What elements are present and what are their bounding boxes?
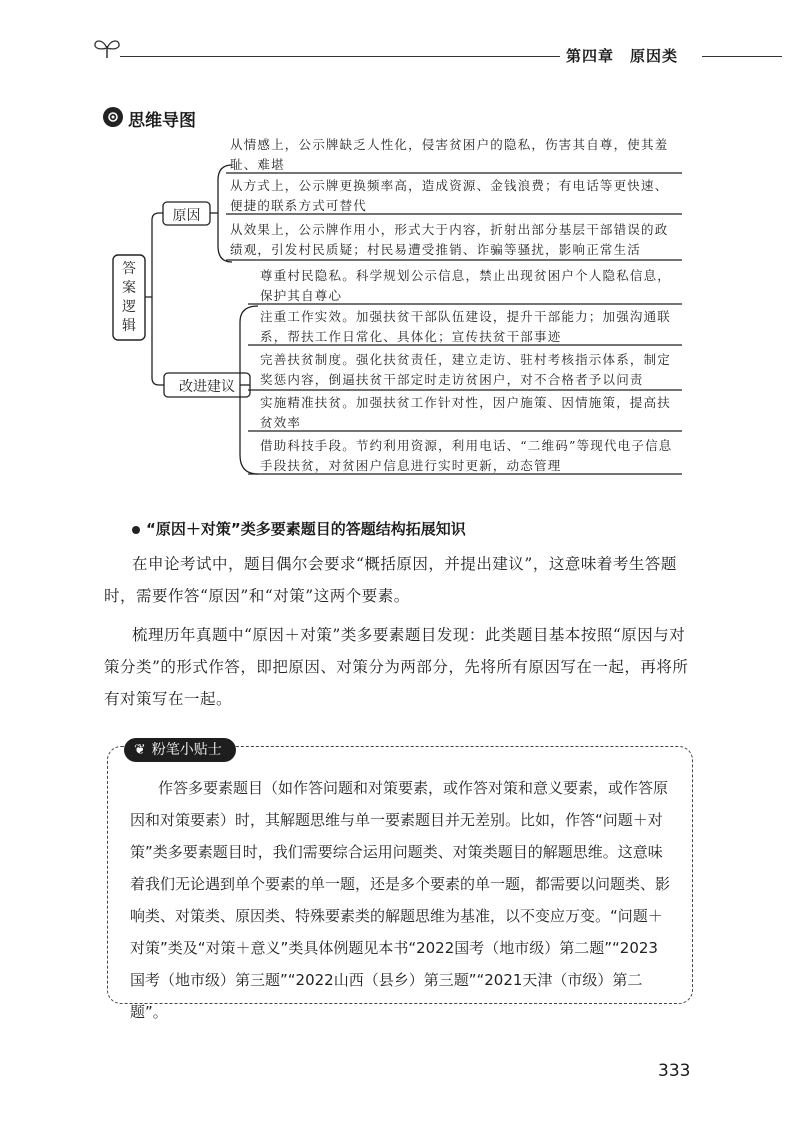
bullet-icon bbox=[132, 526, 140, 534]
sprout-logo-icon bbox=[92, 36, 122, 60]
sprout-icon: ❦ bbox=[134, 742, 146, 758]
tip-label-text: 粉笔小贴士 bbox=[151, 742, 222, 758]
cause-item: 从效果上，公示牌作用小，形式大于内容，折射出部分基层干部错误的政绩观，引发村民质疑；村民易遭受推销、诈骗等骚扰，影响正常生活 bbox=[230, 222, 669, 257]
tip-label bbox=[124, 738, 236, 762]
cause-item: 从情感上，公示牌缺乏人性化，侵害贫困户的隐私，伤害其自尊，使其羞耻、难堪 bbox=[230, 137, 669, 172]
chapter-title: 第四章 原因类 bbox=[566, 47, 679, 65]
suggestion-item: 尊重村民隐私。科学规划公示信息，禁止出现贫困户个人隐私信息，保护其自尊心 bbox=[260, 268, 672, 303]
mindmap-icon bbox=[103, 107, 123, 127]
suggestion-item: 实施精准扶贫。加强扶贫工作针对性，因户施策、因情施策，提高扶贫效率 bbox=[260, 395, 672, 430]
page-number: 333 bbox=[658, 1061, 691, 1081]
suggestion-item: 注重工作实效。加强扶贫干部队伍建设，提升干部能力；加强沟通联系，帮扶工作日常化、具体化；宣传扶贫干部事迹 bbox=[260, 309, 672, 344]
knowledge-heading-text: “原因＋对策”类多要素题目的答题结构拓展知识 bbox=[146, 520, 466, 538]
suggestion-item: 完善扶贫制度。强化扶贫责任，建立走访、驻村考核指示体系，制定奖惩内容，倒逼扶贫干部定时走访贫困户，对不合格者予以问责 bbox=[260, 352, 672, 387]
mindmap-root: 答案逻辑 bbox=[122, 261, 136, 334]
cause-item: 从方式上，公示牌更换频率高，造成资源、金钱浪费；有电话等更快速、便捷的联系方式可替代 bbox=[230, 178, 669, 213]
knowledge-heading bbox=[132, 518, 466, 539]
branch-label-causes: 原因 bbox=[172, 208, 201, 224]
tip-text: 作答多要素题目（如作答问题和对策要素，或作答对策和意义要素，或作答原因和对策要素）时，其解题思维与单一要素题目并无差别。比如，作答“问题＋对策”类多要素题目时，我们需要综合运用问题类、对策类题目的解题思维。这意味着我们无论遇到单个要素的单一题，还是多个要素的单一题，都需要以问题类、影响类、对策类、原因类、特殊要素类的解题思维为基准，以不变应万变。“问题＋对策”类及“对策＋意义”类具体例题见本书“2022国考（地市级）第二题”“2023国考（地市级）第三题”“2022山西（县乡）第三题”“2021天津（市级）第二题”。 bbox=[130, 779, 671, 1021]
paragraph: 梳理历年真题中“原因＋对策”类多要素题目发现：此类题目基本按照“原因与对策分类”的形式作答，即把原因、对策分为两部分，先将所有原因写在一起，再将所有对策写在一起。 bbox=[104, 626, 689, 708]
header-rule-right bbox=[702, 56, 782, 57]
paragraph: 在申论考试中，题目偶尔会要求“概括原因，并提出建议”，这意味着考生答题时，需要作答“原因”和“对策”这两个要素。 bbox=[104, 555, 677, 605]
header-rule-left bbox=[120, 56, 560, 57]
suggestion-item: 借助科技手段。节约利用资源，利用电话、“二维码”等现代电子信息手段扶贫，对贫困户信息进行实时更新，动态管理 bbox=[260, 438, 673, 473]
branch-label-suggestions: 改进建议 bbox=[179, 379, 235, 395]
section-title: 思维导图 bbox=[128, 111, 196, 131]
